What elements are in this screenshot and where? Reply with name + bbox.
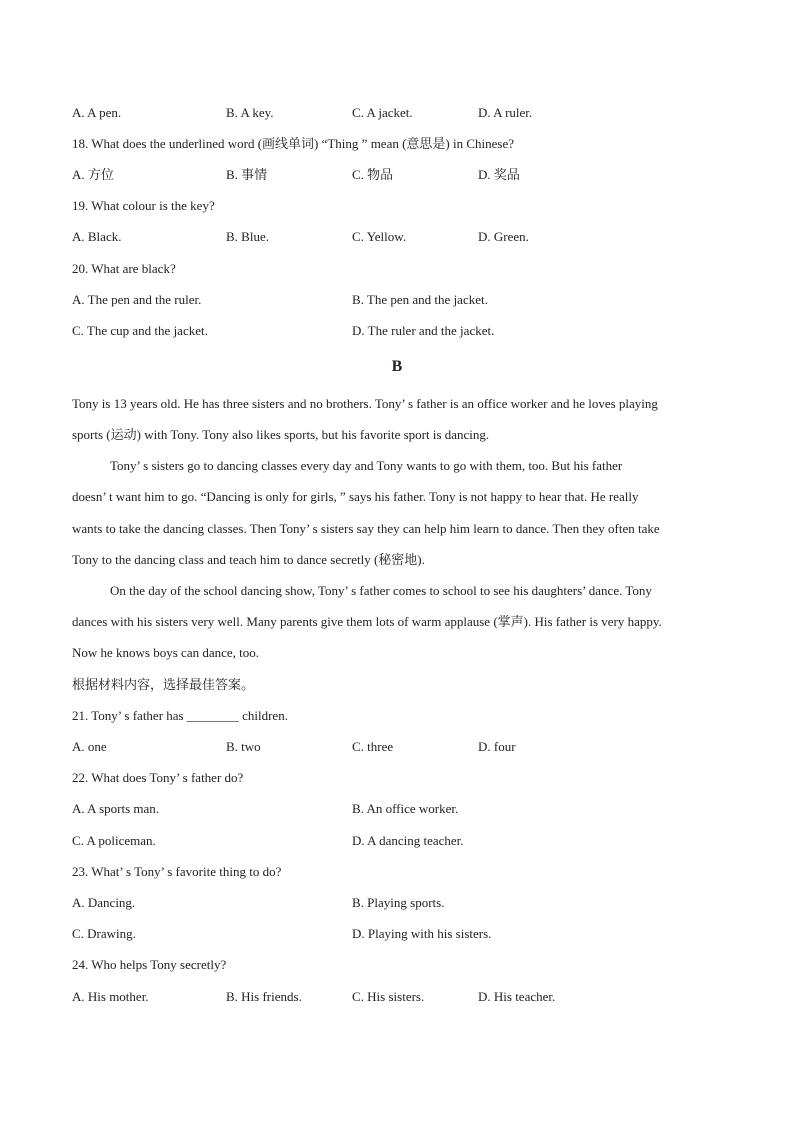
q19-options xyxy=(72,229,722,245)
q21-option-b[interactable]: B. two xyxy=(226,739,261,754)
q20-options-row2 xyxy=(72,323,722,339)
passage-line: On the day of the school dancing show, Tony’ s father comes to school to see his daughters’ dance. Tony xyxy=(110,583,652,598)
q19-option-a[interactable]: A. Black. xyxy=(72,229,122,244)
q20-question: 20. What are black? xyxy=(72,261,176,276)
q17-options xyxy=(72,105,722,121)
q24-option-d[interactable]: D. His teacher. xyxy=(478,989,556,1004)
q23-option-c[interactable]: C. Drawing. xyxy=(72,926,136,941)
q17-option-b[interactable]: B. A key. xyxy=(226,105,274,120)
q23-option-b[interactable]: B. Playing sports. xyxy=(352,895,445,910)
q23-options-row1 xyxy=(72,895,722,911)
q18-option-a[interactable]: A. 方位 xyxy=(72,167,114,182)
q22-option-c[interactable]: C. A policeman. xyxy=(72,833,156,848)
q22-option-a[interactable]: A. A sports man. xyxy=(72,801,160,816)
q21-option-a[interactable]: A. one xyxy=(72,739,107,754)
q17-option-c[interactable]: C. A jacket. xyxy=(352,105,413,120)
q19-option-b[interactable]: B. Blue. xyxy=(226,229,269,244)
q21-question: 21. Tony’ s father has ________ children. xyxy=(72,708,288,723)
q22-question: 22. What does Tony’ s father do? xyxy=(72,770,244,785)
q18-question: 18. What does the underlined word (画线单词) “Thing ” mean (意思是) in Chinese? xyxy=(72,136,515,151)
q24-option-c[interactable]: C. His sisters. xyxy=(352,989,425,1004)
passage-line: wants to take the dancing classes. Then Tony’ s sisters say they can help him learn to dance. Then they often take xyxy=(72,521,660,536)
passage-line: Tony’ s sisters go to dancing classes every day and Tony wants to go with them, too. But his father xyxy=(110,458,623,473)
q19-question: 19. What colour is the key? xyxy=(72,198,215,213)
q17-option-a[interactable]: A. A pen. xyxy=(72,105,122,120)
q18-option-d[interactable]: D. 奖品 xyxy=(478,167,520,182)
q24-option-b[interactable]: B. His friends. xyxy=(226,989,302,1004)
q24-question: 24. Who helps Tony secretly? xyxy=(72,957,227,972)
q20-options-row1 xyxy=(72,292,722,308)
q22-option-b[interactable]: B. An office worker. xyxy=(352,801,459,816)
q22-option-d[interactable]: D. A dancing teacher. xyxy=(352,833,464,848)
q20-option-c[interactable]: C. The cup and the jacket. xyxy=(72,323,208,338)
section-b-title: B xyxy=(391,358,403,375)
q18-option-b[interactable]: B. 事情 xyxy=(226,167,268,182)
q22-options-row2 xyxy=(72,833,722,849)
q24-option-a[interactable]: A. His mother. xyxy=(72,989,149,1004)
q18-option-c[interactable]: C. 物品 xyxy=(352,167,394,182)
q20-option-d[interactable]: D. The ruler and the jacket. xyxy=(352,323,495,338)
q23-option-a[interactable]: A. Dancing. xyxy=(72,895,136,910)
q20-option-a[interactable]: A. The pen and the ruler. xyxy=(72,292,202,307)
q20-option-b[interactable]: B. The pen and the jacket. xyxy=(352,292,488,307)
passage-line: doesn’ t want him to go. “Dancing is only for girls, ” says his father. Tony is not happy to hear that. He really xyxy=(72,489,639,504)
passage-line: Now he knows boys can dance, too. xyxy=(72,645,260,660)
passage-line: sports (运动) with Tony. Tony also likes sports, but his favorite sport is dancing. xyxy=(72,427,490,442)
q23-question: 23. What’ s Tony’ s favorite thing to do? xyxy=(72,864,282,879)
q18-options xyxy=(72,167,722,183)
q21-option-c[interactable]: C. three xyxy=(352,739,394,754)
q19-option-d[interactable]: D. Green. xyxy=(478,229,529,244)
q22-options-row1 xyxy=(72,801,722,817)
q24-options xyxy=(72,989,722,1005)
q21-options xyxy=(72,739,722,755)
q23-option-d[interactable]: D. Playing with his sisters. xyxy=(352,926,492,941)
q19-option-c[interactable]: C. Yellow. xyxy=(352,229,407,244)
q21-option-d[interactable]: D. four xyxy=(478,739,516,754)
q23-options-row2 xyxy=(72,926,722,942)
section-b-instruction: 根据材料内容，选择最佳答案。 xyxy=(72,677,255,692)
q17-option-d[interactable]: D. A ruler. xyxy=(478,105,533,120)
passage-line: Tony to the dancing class and teach him to dance secretly (秘密地). xyxy=(72,552,425,567)
passage-line: Tony is 13 years old. He has three sisters and no brothers. Tony’ s father is an office worker and he loves playing xyxy=(72,396,658,411)
passage-line: dances with his sisters very well. Many parents give them lots of warm applause (掌声). His father is very happy. xyxy=(72,614,662,629)
